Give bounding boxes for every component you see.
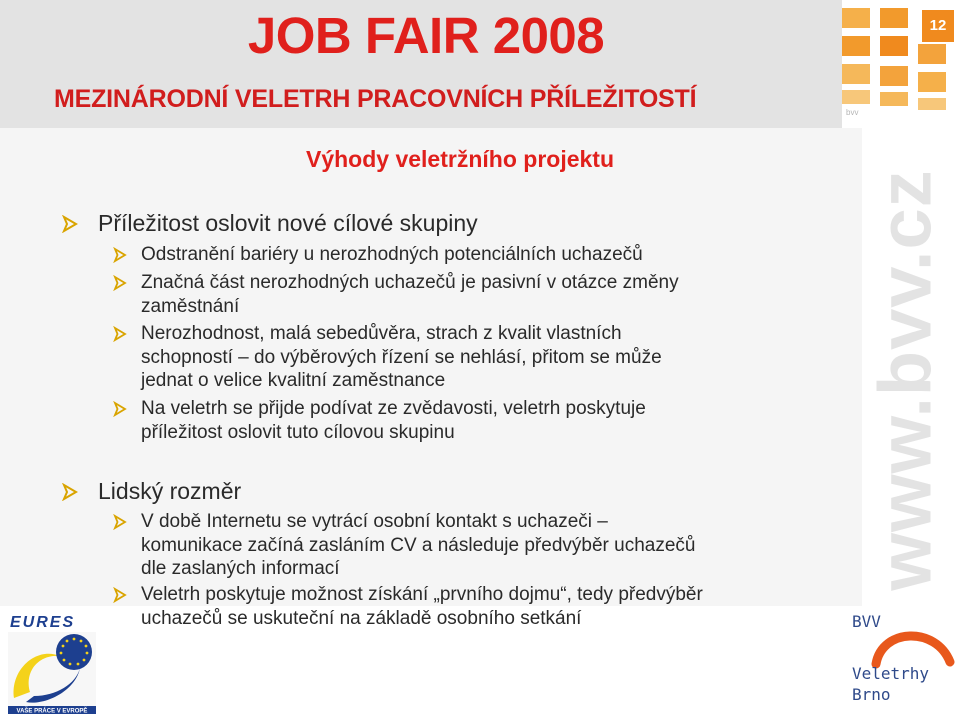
bullet-line: schopností – do výběrových řízení se nehlásí, přitom se může — [141, 346, 662, 368]
eures-tagline: VAŠE PRÁCE V EVROPĚ — [16, 708, 88, 714]
bullet-line: Odstranění bariéry u nerozhodných potenciálních uchazečů — [141, 244, 643, 265]
arrow-bullet-icon — [113, 275, 127, 291]
eures-wordmark: EURES — [10, 614, 76, 631]
bullet-item — [141, 243, 643, 267]
arrow-bullet-icon — [62, 215, 78, 233]
veletrhy-text: Veletrhy — [852, 664, 930, 683]
arrow-bullet-icon — [113, 401, 127, 417]
watermark: www.bvv.cz — [863, 169, 947, 591]
brno-text: Brno — [852, 685, 891, 704]
bullet-line: Nerozhodnost, malá sebedůvěra, strach z kvalit vlastních — [141, 323, 622, 344]
bullet-line: Příležitost oslovit nové cílové skupiny — [98, 210, 478, 236]
bvv-wordmark: BVV — [852, 612, 881, 631]
arrow-bullet-icon — [62, 483, 78, 501]
bullet-item — [141, 322, 662, 393]
arrow-bullet-icon — [113, 587, 127, 603]
arrow-bullet-icon — [113, 514, 127, 530]
bullet-item — [98, 477, 241, 505]
bullet-line: V době Internetu se vytrácí osobní kontakt s uchazeči – — [141, 511, 608, 532]
bullet-line: dle zaslaných informací — [141, 558, 340, 579]
bullet-item — [141, 583, 703, 630]
bullet-item — [141, 510, 695, 581]
bullet-line: Značná část nerozhodných uchazečů je pasivní v otázce změny — [141, 272, 679, 293]
bullet-line: komunikace začíná zasláním CV a následuje předvýběr uchazečů — [141, 534, 696, 556]
bullet-item — [141, 271, 679, 318]
bullet-line: příležitost oslovit tuto cílovou skupinu — [141, 421, 455, 443]
arrow-bullet-icon — [113, 247, 127, 263]
eures-logo — [6, 610, 98, 714]
slide-subtitle: MEZINÁRODNÍ VELETRH PRACOVNÍCH PŘÍLEŽITOSTÍ — [54, 85, 697, 113]
bullet-line: uchazečů se uskuteční na základě osobního setkání — [141, 607, 582, 629]
section-heading: Výhody veletržního projektu — [306, 146, 614, 172]
arrow-bullet-icon — [113, 326, 127, 342]
bullet-line: Na veletrh se přijde podívat ze zvědavosti, veletrh poskytuje — [141, 398, 646, 419]
bullet-item — [141, 397, 646, 444]
bullet-line: Lidský rozměr — [98, 478, 242, 504]
bullet-line: Veletrh poskytuje možnost získání „prvního dojmu“, tedy předvýběr — [141, 584, 703, 605]
page-number: 12 — [922, 10, 954, 42]
bullet-line: zaměstnání — [141, 295, 240, 317]
bullet-line: jednat o velice kvalitní zaměstnance — [141, 370, 446, 391]
corner-label: bvv — [846, 108, 859, 117]
slide-title: JOB FAIR 2008 — [247, 7, 605, 64]
bullet-item — [98, 209, 478, 237]
